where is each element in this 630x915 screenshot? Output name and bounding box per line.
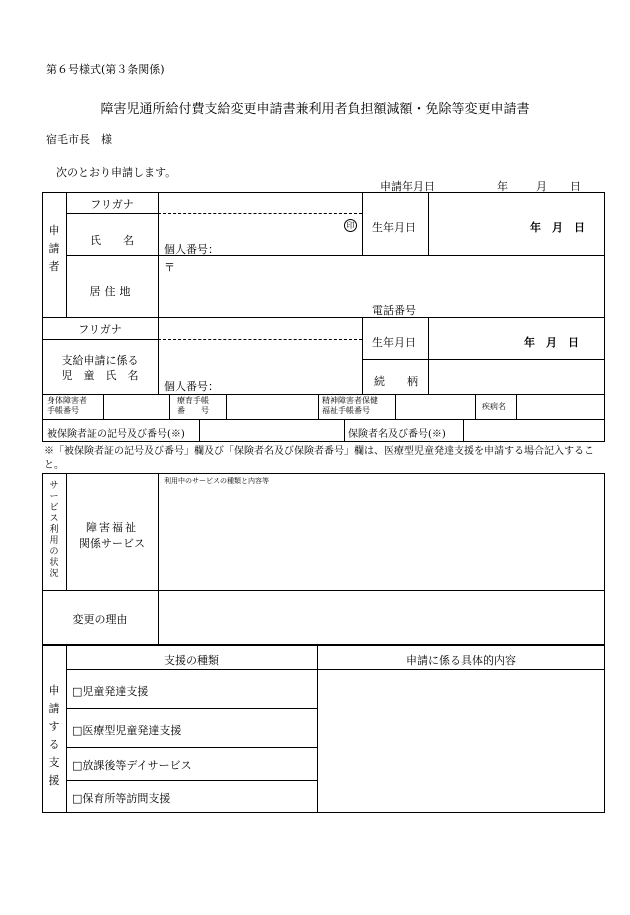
- seal-mark: 印: [344, 219, 357, 232]
- support-section-label: 申請する支援: [48, 684, 60, 787]
- service-section-label: サービス利用の状況: [49, 481, 59, 579]
- application-date-label: 申請年月日: [380, 180, 435, 193]
- application-date-year: 年: [497, 180, 508, 193]
- support-option-3[interactable]: □放課後等デイサービス: [72, 759, 192, 772]
- child-personal-number-label: 個人番号：: [164, 380, 219, 393]
- child-dob-label: 生年月日: [372, 336, 416, 349]
- service-type-label-1: 障害福祉: [86, 521, 138, 534]
- mental-notebook-label-2: 福祉手帳番号: [322, 406, 370, 415]
- physical-notebook-label-2: 手帳番号: [47, 406, 79, 415]
- mental-notebook-label-1: 精神障害者保健: [322, 396, 378, 405]
- support-option-2[interactable]: □医療型児童発達支援: [72, 724, 182, 737]
- addressee: 宿毛市長 様: [46, 133, 112, 146]
- physical-notebook-label-1: 身体障害者: [47, 396, 87, 405]
- support-option-1[interactable]: □児童発達支援: [72, 685, 149, 698]
- form-number: 第６号様式(第３条関係): [46, 63, 165, 76]
- applicant-phone-label: 電話番号: [372, 304, 416, 317]
- support-option-4[interactable]: □保育所等訪問支援: [72, 792, 171, 805]
- applicant-dob-label: 生年月日: [372, 221, 416, 234]
- ryoiku-notebook-label-2: 番 号: [177, 406, 209, 415]
- change-reason-label: 変更の理由: [72, 613, 128, 626]
- application-date-month: 月: [536, 180, 547, 193]
- applicant-name-label: 氏 名: [90, 234, 134, 247]
- insurer-name-label: 保険者名及び番号(※): [348, 429, 446, 440]
- applicant-personal-number-label: 個人番号：: [164, 243, 219, 256]
- note-text: ※「被保険者証の記号及び番号」欄及び「保険者名及び保険者番号」欄は、医療型児童発達支援を申請する場合記入すること。: [44, 446, 594, 471]
- child-name-label-line2: 児 童 氏 名: [61, 369, 139, 382]
- postal-mark: 〒: [164, 261, 175, 274]
- child-dob-value: 年 月 日: [524, 336, 579, 349]
- application-date-day: 日: [570, 180, 581, 193]
- disease-label: 疾病名: [482, 402, 506, 411]
- support-content-header: 申請に係る具体的内容: [406, 654, 516, 667]
- service-content-label: 利用中のサービスの種類と内容等: [164, 477, 269, 485]
- intro-text: 次のとおり申請します。: [56, 166, 177, 179]
- support-type-header: 支援の種類: [164, 654, 219, 667]
- applicant-furigana-label: フリガナ: [90, 198, 134, 211]
- child-furigana-label: フリガナ: [78, 323, 122, 336]
- child-name-label-line1: 支給申請に係る: [61, 354, 139, 367]
- child-relation-label: 続 柄: [374, 375, 418, 388]
- form-title: 障害児通所給付費支給変更申請書兼利用者負担額減額・免除等変更申請書: [100, 102, 530, 117]
- insurance-card-number-label: 被保険者証の記号及び番号(※): [47, 429, 185, 440]
- ryoiku-notebook-label-1: 療育手帳: [177, 396, 209, 405]
- applicant-address-label: 居住地: [89, 285, 135, 298]
- applicant-dob-value: 年 月 日: [530, 221, 585, 234]
- service-type-label-2: 関係サービス: [79, 537, 145, 550]
- applicant-section-label: 申請者: [48, 224, 60, 273]
